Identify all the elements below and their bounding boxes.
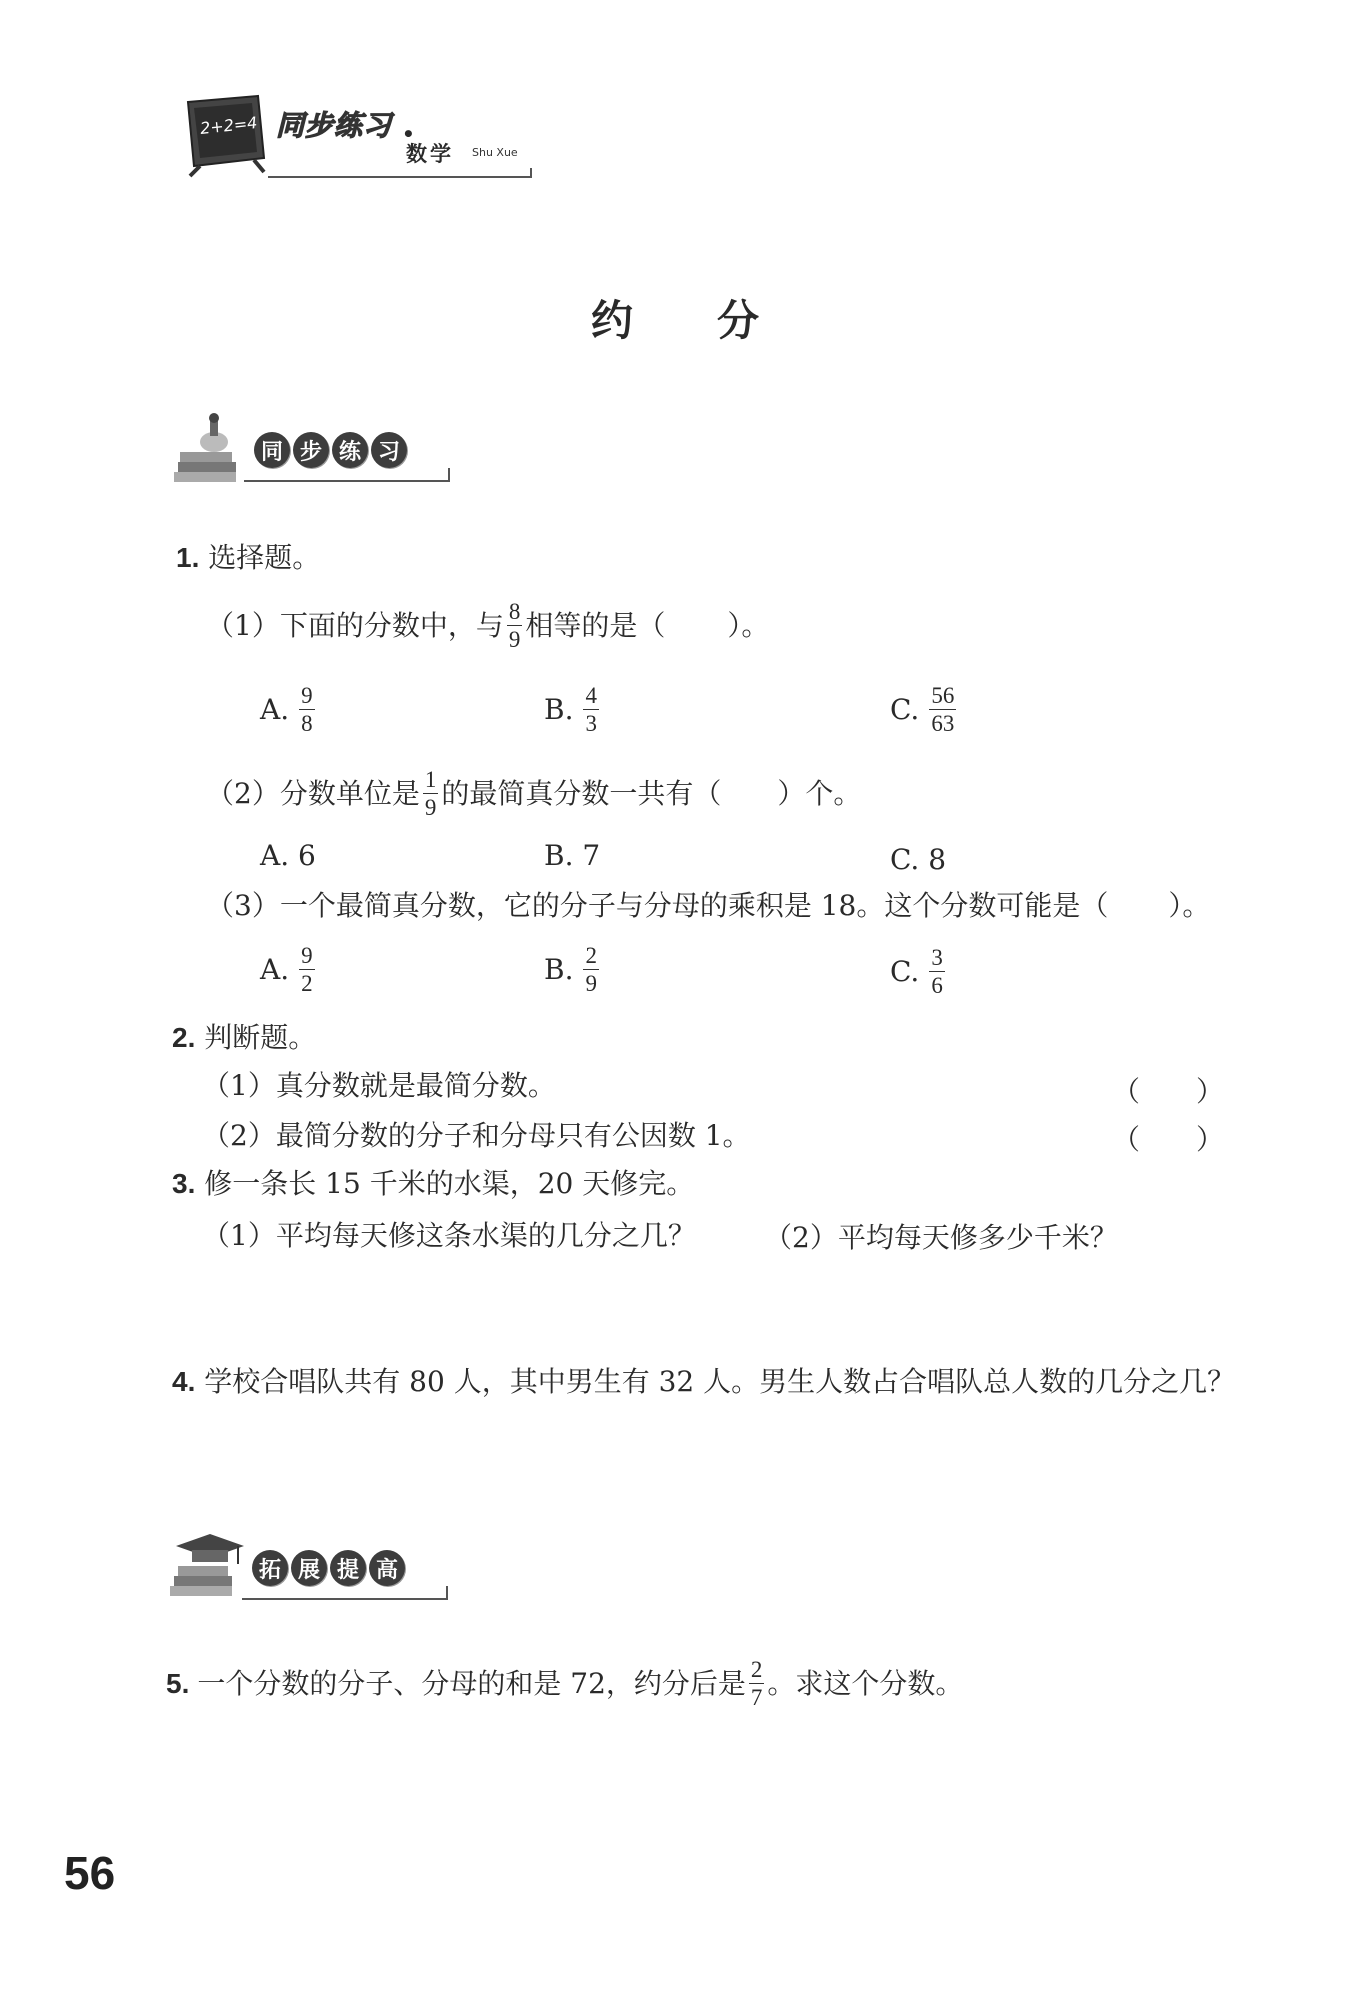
header-underline	[268, 168, 532, 178]
section-header-extension	[166, 1528, 456, 1608]
q1-sub3-option-c[interactable]: C. $\frac{3}{6}$	[890, 945, 943, 998]
question-number: 2.	[172, 1022, 196, 1053]
sub-label: （3）	[206, 889, 280, 922]
question-text: 修一条长 15 千米的水渠，20 天修完。	[204, 1167, 695, 1200]
lamp-books-icon	[172, 412, 252, 492]
question-text: 判断题。	[204, 1021, 317, 1054]
q1-sub3	[206, 889, 1211, 922]
practice-title-char: 习	[371, 432, 407, 468]
q1-sub1	[206, 600, 769, 651]
fraction: $\frac{8}{9}$	[508, 599, 521, 652]
fraction: $\frac{1}{9}$	[424, 767, 437, 820]
q2-item-2: （2）最简分数的分子和分母只有公因数 1。	[202, 1119, 751, 1152]
section-underline	[244, 468, 450, 482]
page-number: 56	[64, 1847, 116, 1899]
fraction: $\frac{9}{2}$	[301, 943, 313, 996]
question-text: 一个分数的分子、分母的和是 72，约分后是	[197, 1666, 746, 1700]
practice-title-char: 练	[332, 432, 368, 468]
question-text: 。求这个分数。	[767, 1666, 964, 1700]
fraction: $\frac{2}{7}$	[750, 1657, 763, 1710]
extension-title-char: 展	[291, 1550, 327, 1586]
sub-text: 相等的是（	[525, 608, 666, 642]
sub-text: 分数单位是	[279, 776, 420, 810]
q1-sub1-option-a[interactable]: A. $\frac{9}{8}$	[260, 683, 313, 736]
fraction: $\frac{4}{3}$	[585, 683, 597, 736]
series-title: 同步练习	[276, 109, 393, 142]
question-number: 4.	[172, 1366, 196, 1397]
question-number: 5.	[166, 1667, 190, 1699]
practice-title-char: 同	[254, 432, 290, 468]
question-text: 选择题。	[208, 541, 321, 574]
question-text: 学校合唱队共有 80 人，其中男生有 32 人。男生人数占合唱队总人数的几分之几？	[204, 1365, 1236, 1398]
question-number: 1.	[176, 542, 200, 573]
subject-pinyin: Shu Xue	[472, 146, 518, 159]
q1-sub3-option-b[interactable]: B. $\frac{2}{9}$	[544, 943, 597, 996]
q1-stem	[176, 541, 321, 574]
q2-item-1-answer[interactable]: （ ）	[1112, 1075, 1225, 1108]
page-title: 约 分	[590, 296, 759, 345]
q5-stem	[166, 1658, 963, 1709]
sub-text: ）。	[727, 608, 770, 642]
q3-sub2: （2）平均每天修多少千米？	[764, 1221, 1118, 1254]
q1-sub2	[206, 768, 861, 819]
section-header-practice	[172, 412, 462, 492]
subject-label: 数学	[406, 142, 454, 166]
board-text: 2+2=4	[199, 113, 259, 138]
q1-sub2-option-c[interactable]: C. 8	[890, 843, 947, 876]
sub-text: 一个最简真分数，它的分子与分母的乘积是 18。这个分数可能是（	[279, 889, 1109, 922]
sub-label: （1）	[206, 608, 280, 642]
section-title-practice	[254, 432, 410, 468]
fraction: $\frac{3}{6}$	[931, 945, 943, 998]
extension-title-char: 高	[369, 1550, 405, 1586]
section-underline	[242, 1586, 448, 1600]
q3-sub1: （1）平均每天修这条水渠的几分之几？	[202, 1219, 696, 1252]
question-number: 3.	[172, 1168, 196, 1199]
q1-sub1-option-c[interactable]: C. $\frac{56}{63}$	[890, 683, 955, 736]
q2-item-2-answer[interactable]: （ ）	[1112, 1123, 1225, 1156]
sub-text: 的最简真分数一共有（	[441, 776, 722, 810]
q4-stem	[172, 1365, 1236, 1398]
extension-title-char: 拓	[252, 1550, 288, 1586]
sub-text: 下面的分数中，与	[279, 608, 504, 642]
extension-title-char: 提	[330, 1550, 366, 1586]
q1-sub3-option-a[interactable]: A. $\frac{9}{2}$	[260, 943, 313, 996]
fraction: $\frac{2}{9}$	[585, 943, 597, 996]
q1-sub2-option-a[interactable]: A. 6	[260, 839, 316, 872]
q3-stem	[172, 1167, 695, 1200]
header-dot: •	[402, 122, 415, 146]
sub-text: ）。	[1168, 889, 1211, 922]
q1-sub1-option-b[interactable]: B. $\frac{4}{3}$	[544, 683, 597, 736]
fraction: $\frac{9}{8}$	[301, 683, 313, 736]
sub-label: （2）	[206, 776, 280, 810]
section-title-extension	[252, 1550, 408, 1586]
q2-stem	[172, 1021, 317, 1054]
practice-title-char: 步	[293, 432, 329, 468]
q1-sub2-option-b[interactable]: B. 7	[544, 839, 601, 872]
fraction: $\frac{56}{63}$	[931, 683, 955, 736]
graduation-books-icon	[166, 1528, 246, 1608]
sub-text: ）个。	[777, 776, 862, 810]
header-logo	[180, 92, 540, 178]
q2-item-1: （1）真分数就是最简分数。	[202, 1069, 556, 1102]
